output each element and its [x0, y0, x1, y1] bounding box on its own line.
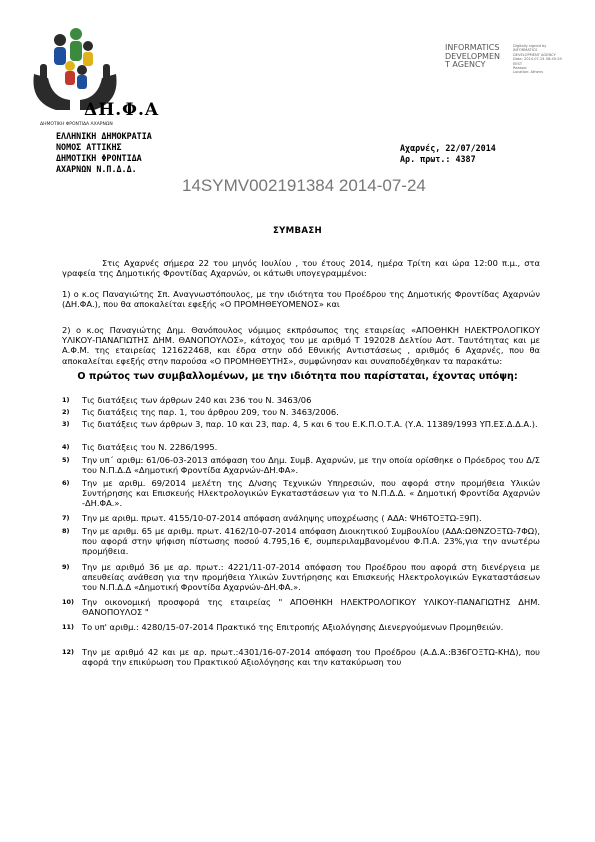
list-text: Τις διατάξεις του Ν. 2286/1995. [82, 442, 218, 452]
list-item [62, 562, 540, 593]
party-two-paragraph: 2) ο κ.ος Παναγιώτης Δημ. Θανόπουλος νόμιμος εκπρόσωπος της εταιρείας «ΑΠΟΘΗΚΗ ΗΛΕΚΤΡΟΛΟΓΙΚΟΥ ΥΛΙΚΟΥ-ΠΑΝΑΓΙΩΤΗΣ ΔΗΜ. ΘΑΝΟΠΟΥΛΟΣ», κάτοχος του με αριθμό Τ 192028 Δελτίου Αστ. Ταυτότητας και με Α.Φ.Μ. της εταιρείας 121622468, και έδρα στην οδό Εθνικής Αντιστάσεως , αριθμός 6 Αχαρνές, που θα αποκαλείται εφεξής στην παρούσα «Ο ΠΡΟΜΗΘΕΥΤΗΣ», συμφώνησαν και συναποδέχθηκαν τα παρακάτω: [62, 325, 540, 366]
list-number: 4) [62, 443, 70, 451]
list-number: 12) [62, 648, 75, 656]
list-number: 7) [62, 514, 70, 522]
list-text: Την με αριθμό 36 με αρ. πρωτ.: 4221/11-07-2014 απόφαση του Προέδρου που αφορά στη διενέργεια με απευθείας ανάθεση για την προμήθεια Υλικών Συντήρησης και Επισκευής Ηλεκτρολογικών Εγκαταστάσεων του Ν.Π.Δ.Δ «Δημοτική Φροντίδα Αχαρνών-ΔΗ.ΦΑ.». [82, 562, 540, 593]
list-item [62, 597, 540, 617]
list-item [62, 455, 540, 475]
list-text: Την με αριθμό 42 και με αρ. πρωτ.:4301/16-07-2014 απόφαση του Προέδρου (Α.Δ.Α.:Β36ΓΟΞΤΩ-ΚΗΔ), που αφορά την επικύρωση του Πρακτικού Αξιολόγησης και την κατακύρωση του [82, 647, 540, 668]
document-title: ΣΥΜΒΑΣΗ [272, 226, 322, 236]
list-text: Την με αριθμ. πρωτ. 4155/10-07-2014 απόφαση ανάληψης υποχρέωσης ( ΑΔΑ: ΨΗ6ΤΟΞΤΩ-Ξ9Π). [82, 513, 482, 523]
list-number: 5) [62, 456, 70, 464]
list-number: 2) [62, 408, 70, 416]
list-item [62, 478, 540, 509]
people-icon [54, 28, 93, 89]
list-text: Την με αριθμ. 69/2014 μελέτη της Δ/νσης Τεχνικών Υπηρεσιών, που αφορά στην προμήθεια Υλικών Συντήρησης και Επισκευής Ηλεκτρολογικών Εγκαταστάσεων για το Ν.Π.Δ.Δ. « Δημοτική Φροντίδα Αχαρνών -ΔΗ.ΦΑ.». [82, 478, 540, 509]
list-number: 10) [62, 598, 75, 606]
list-number: 8) [62, 527, 70, 535]
list-number: 1) [62, 396, 70, 404]
list-number: 3) [62, 420, 70, 428]
list-number: 9) [62, 563, 70, 571]
protocol-number: Αρ. πρωτ.: 4387 [400, 154, 476, 164]
list-text: Την οικονομική προσφορά της εταιρείας " ΑΠΟΘΗΚΗ ΗΛΕΚΤΡΟΛΟΓΙΚΟΥ ΥΛΙΚΟΥ-ΠΑΝΑΓΙΩΤΗΣ ΔΗΜ. ΘΑΝΟΠΟΥΛΟΣ " [82, 597, 540, 618]
signature-agency: INFORMATICS DEVELOPMEN T AGENCY [445, 43, 500, 69]
header-line: ΔΗΜΟΤΙΚΗ ΦΡΟΝΤΙΔΑ [56, 153, 142, 163]
header-line: ΕΛΛΗΝΙΚΗ ΔΗΜΟΚΡΑΤΙΑ [56, 131, 152, 141]
list-item [62, 622, 540, 632]
list-text: Την με αριθμ. 65 με αριθμ. πρωτ. 4162/10-07-2014 απόφαση Διοικητικού Συμβουλίου (ΑΔΑ:ΩΘΝΖΟΞΤΩ-7ΦΩ), που αφορά στην ψήφιση πίστωσης ποσού 4.795,16 €, συμπεριλαμβανομένου Φ.Π.Α. 23%,για την ανωτέρω προμήθεια. [82, 526, 540, 557]
logo-subtitle: ΔΗΜΟΤΙΚΗ ΦΡΟΝΤΙΔΑ ΑΧΑΡΝΩΝ [40, 122, 113, 127]
date-protocol-header [400, 143, 496, 165]
ada-code: 14SYMV002191384 2014-07-24 [182, 176, 426, 195]
header-line: ΝΟΜΟΣ ΑΤΤΙΚΗΣ [56, 142, 122, 152]
list-item [62, 513, 540, 523]
list-text: Τις διατάξεις των άρθρων 3, παρ. 10 και 23, παρ. 4, 5 και 6 του Ε.Κ.Π.Ο.Τ.Α. (Υ.Α. 11389/1993 ΥΠ.ΕΣ.Δ.Δ.Α.). [82, 419, 538, 429]
document-date: Αχαρνές, 22/07/2014 [400, 143, 496, 153]
party-one-paragraph: 1) ο κ.ος Παναγιώτης Σπ. Αναγνωστόπουλος, με την ιδιότητα του Προέδρου της Δημοτικής Φροντίδας Αχαρνών (ΔΗ.ΦΑ.), που θα αποκαλείται εφεξής «Ο ΠΡΟΜΗΘΕΥΟΜΕΝΟΣ» και [62, 289, 540, 310]
list-text: Το υπ' αριθμ.: 4280/15-07-2014 Πρακτικό της Επιτροπής Αξιολόγησης Διενεργούμενων Προμηθειών. [82, 622, 504, 632]
considerations-heading: Ο πρώτος των συμβαλλομένων, με την ιδιότητα που παρίσταται, έχοντας υπόψη: [77, 371, 518, 382]
issuer-header [56, 131, 152, 175]
list-item [62, 526, 540, 557]
list-item [62, 647, 540, 667]
list-text: Τις διατάξεις των άρθρων 240 και 236 του Ν. 3463/06 [82, 395, 312, 405]
list-text: Την υπ΄ αριθμ: 61/06-03-2013 απόφαση του Δημ. Συμβ. Αχαρνών, με την οποία ορίσθηκε ο Πρόεδρος του Δ/Σ του Ν.Π.Δ.Δ «Δημοτική Φροντίδα Αχαρνών-ΔΗ.ΦΑ». [82, 455, 540, 476]
digital-signature [445, 44, 562, 75]
intro-paragraph: Στις Αχαρνές σήμερα 22 του μηνός Ιουλίου , του έτους 2014, ημέρα Τρίτη και ώρα 12:00 π.μ., στα γραφεία της Δημοτικής Φροντίδας Αχαρνών, οι κάτωθι υπογεγραμμένοι: [62, 258, 540, 279]
list-number: 6) [62, 479, 70, 487]
list-item [62, 395, 540, 405]
logo-name: ΔΗ.Φ.Α [84, 100, 160, 120]
list-text: Τις διατάξεις της παρ. 1, του άρθρου 209, του Ν. 3463/2006. [82, 407, 339, 417]
header-line: ΑΧΑΡΝΩΝ Ν.Π.Δ.Δ. [56, 164, 137, 174]
signature-details: Digitally signed by INFORMATICS DEVELOPMENT AGENCY Date: 2014.07.24 08:45:29 EEST Reason: Location: Athens [513, 44, 562, 75]
list-item [62, 419, 540, 429]
list-item [62, 442, 540, 452]
list-item [62, 407, 540, 417]
list-number: 11) [62, 623, 75, 631]
